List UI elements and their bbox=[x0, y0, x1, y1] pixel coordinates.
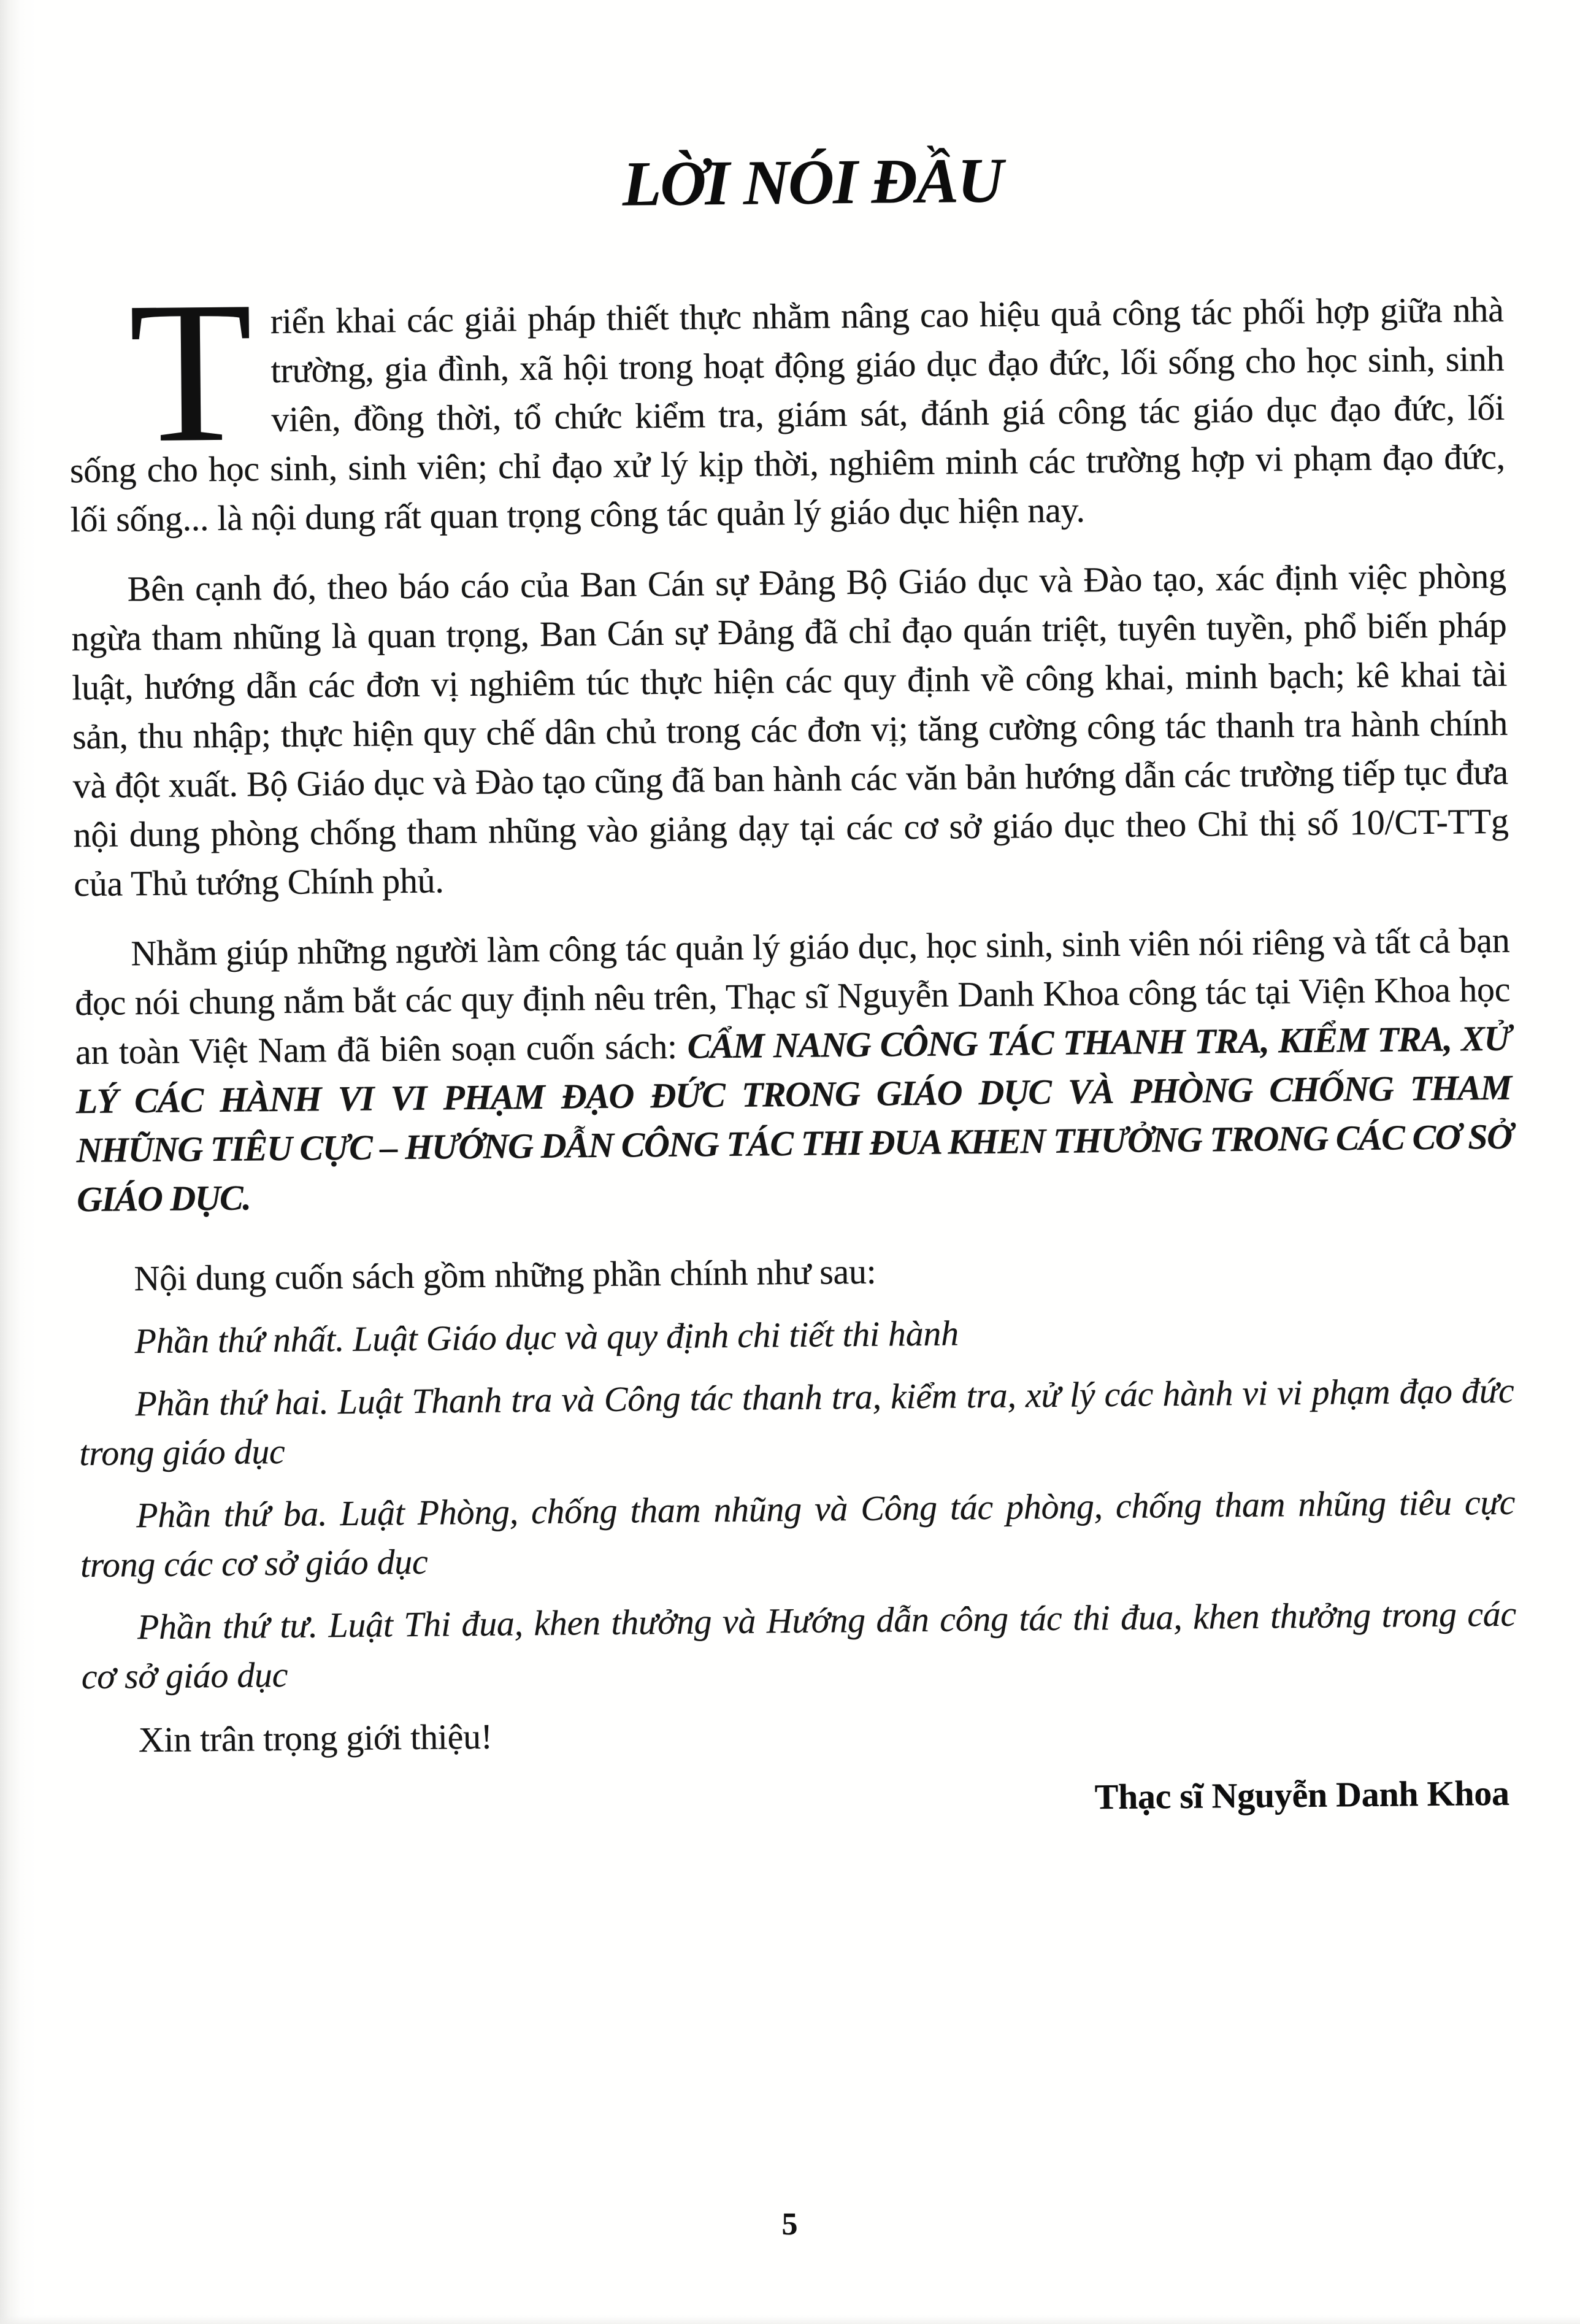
contents-part-3: Phần thứ ba. Luật Phòng, chống tham nhũng và Công tác phòng, chống tham nhũng tiêu cực trong các cơ sở giáo dục bbox=[80, 1482, 1516, 1585]
paragraph-2 bbox=[71, 551, 1509, 908]
paragraph-3-intro-text: Nhằm giúp những người làm công tác quản lý giáo dục, học sinh, sinh viên nói riêng và tất cả bạn đọc nói chung nắm bắt các quy định nêu trên, Thạc sĩ Nguyễn Danh Khoa công tác tại Viện Khoa học an toàn Việt Nam đã biên soạn cuốn sách: bbox=[74, 920, 1511, 1072]
contents-part-4: Phần thứ tư. Luật Thi đua, khen thưởng và Hướng dẫn công tác thi đua, khen thưởng trong các cơ sở giáo dục bbox=[81, 1593, 1517, 1696]
page-number: 5 bbox=[781, 2207, 799, 2242]
contents-intro: Nội dung cuốn sách gồm những phần chính như sau: bbox=[134, 1251, 876, 1298]
contents-part-2: Phần thứ hai. Luật Thanh tra và Công tác thanh tra, kiểm tra, xử lý các hành vi vi phạm đạo đức trong giáo dục bbox=[79, 1370, 1514, 1473]
paragraph-1-text: riển khai các giải pháp thiết thực nhằm nâng cao hiệu quả công tác phối hợp giữa nhà trường, gia đình, xã hội trong hoạt động giáo dục đạo đức, lối sống cho học sinh, sinh viên, đồng thời, tổ chức kiểm tra, giám sát, đánh giá công tác giáo dục đạo đức, lối sống cho học sinh, sinh viên; chỉ đạo xử lý kịp thời, nghiêm minh các trường hợp vi phạm đạo đức, lối sống... là nội dung rất quan trọng công tác quản lý giáo dục hiện nay. bbox=[69, 289, 1506, 539]
closing-line: Xin trân trọng giới thiệu! bbox=[138, 1716, 493, 1760]
author-signature: Thạc sĩ Nguyễn Danh Khoa bbox=[1094, 1772, 1509, 1817]
page-content bbox=[66, 0, 1518, 1831]
drop-cap-letter: T bbox=[128, 259, 254, 485]
paragraph-2-text: Bên cạnh đó, theo báo cáo của Ban Cán sự Đảng Bộ Giáo dục và Đào tạo, xác định việc phòng ngừa tham nhũng là quan trọng, Ban Cán sự Đảng đã chỉ đạo quán triệt, tuyên tuyền, phổ biến pháp luật, hướng dẫn các đơn vị nghiêm túc thực hiện các quy định về công khai, minh bạch; kê khai tài sản, thu nhập; thực hiện quy chế dân chủ trong các đơn vị; tăng cường công tác thanh tra hành chính và đột xuất. Bộ Giáo dục và Đào tạo cũng đã ban hành các văn bản hướng dẫn các trường tiếp tục đưa nội dung phòng chống tham nhũng vào giảng dạy tại các cơ sở giáo dục theo Chỉ thị số 10/CT-TTg của Thủ tướng Chính phủ. bbox=[71, 555, 1509, 904]
page-title: LỜI NÓI ĐẦU bbox=[622, 145, 1003, 220]
paragraph-1 bbox=[68, 259, 1506, 544]
foreword-body bbox=[68, 259, 1518, 1831]
contents-part-1: Phần thứ nhất. Luật Giáo dục và quy định chi tiết thi hành bbox=[134, 1313, 959, 1361]
book-title: CẨM NANG CÔNG TÁC THANH TRA, KIỂM TRA, XỬ LÝ CÁC HÀNH VI VI PHẠM ĐẠO ĐỨC TRONG GIÁO DỤC VÀ PHÒNG CHỐNG THAM NHŨNG TIÊU CỰC – HƯỚNG DẪN CÔNG TÁC THI ĐUA KHEN THƯỞNG TRONG CÁC CƠ SỞ GIÁO DỤC. bbox=[75, 1018, 1512, 1219]
paragraph-3 bbox=[74, 915, 1512, 1223]
